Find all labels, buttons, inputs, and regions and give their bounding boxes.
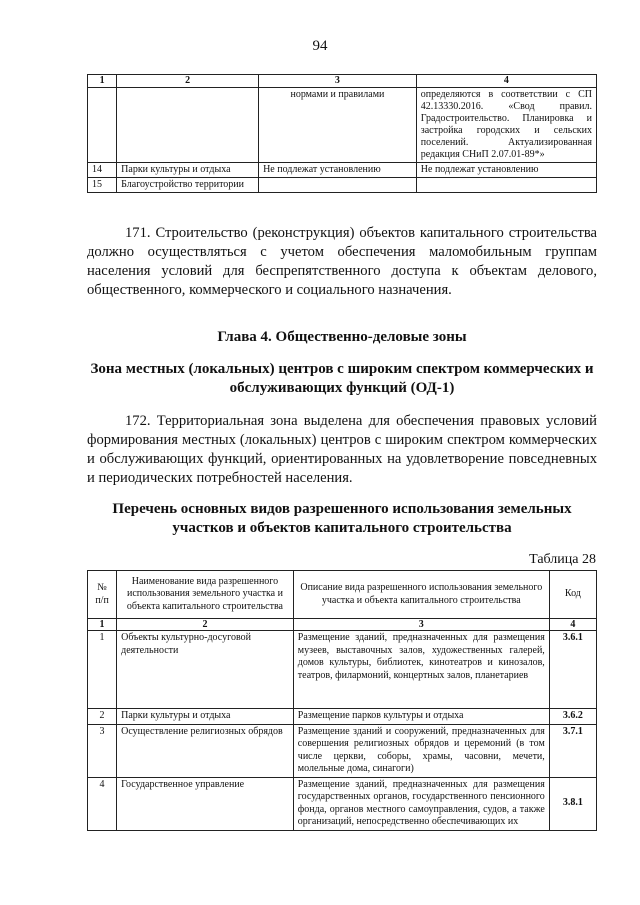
- row-description: Размещение зданий и сооружений, предназначенных для совершения религиозных обрядов и церемоний (в том числе церкви, соборы, храмы, часовни, мечети, молельные дома, синагоги): [293, 724, 549, 777]
- row-number: 2: [88, 709, 117, 725]
- continued-table: [87, 74, 597, 193]
- col-number: 1: [88, 619, 117, 631]
- table-cell: нормами и правилами: [259, 88, 417, 163]
- row-name: Объекты культурно-досуговой деятельности: [117, 631, 294, 709]
- table-row: [88, 178, 597, 193]
- col-number: 1: [88, 75, 117, 88]
- row-name: Государственное управление: [117, 777, 294, 830]
- row-number: 15: [88, 178, 117, 193]
- page-number: 94: [312, 38, 328, 54]
- row-name: Парки культуры и отдыха: [117, 163, 259, 178]
- col-number: 3: [259, 75, 417, 88]
- row-description: Размещение зданий, предназначенных для размещения государственных органов, государственного пенсионного фонда, органов местного самоуправления, судов, а также организаций, непосредственно обеспечивающих их: [293, 777, 549, 830]
- row-description: Размещение зданий, предназначенных для размещения музеев, выставочных залов, художественных галерей, домов культуры, библиотек, кинотеатров и кинозалов, театров, филармоний, концертных залов, планетариев: [293, 631, 549, 709]
- row-code: 3.7.1: [549, 724, 596, 777]
- table-cell: Не подлежат установлению: [416, 163, 596, 178]
- row-code: 3.6.2: [549, 709, 596, 725]
- table-label: Таблица 28: [529, 552, 596, 567]
- paragraph-171: 171. Строительство (реконструкция) объектов капитального строительства должно осуществляться с учетом обеспечения маломобильным группам населения условий для беспрепятственного доступа к объектам делового, общественного, коммерческого и социального назначения.: [87, 225, 597, 298]
- chapter-heading: Глава 4. Общественно-деловые зоны: [217, 329, 467, 345]
- table-cell: [416, 178, 596, 193]
- row-name: Осуществление религиозных обрядов: [117, 724, 294, 777]
- paragraph-172: 172. Территориальная зона выделена для обеспечения правовых условий формирования местных (локальных) центров с широким спектром коммерческих и обслуживающих функций, ориентированных на удовлетворение повседневных и периодических потребностей населения.: [87, 413, 597, 486]
- table-row: [88, 88, 597, 163]
- row-number: 14: [88, 163, 117, 178]
- col-number: 4: [416, 75, 596, 88]
- row-number: 1: [88, 631, 117, 709]
- table-cell: определяются в соответствии с СП 42.13330.2016. «Свод правил. Градостроительство. Планировка и застройка городских и сельских поселений. Актуализированная редакция СНиП 2.07.01-89*»: [416, 88, 596, 163]
- table-row: [88, 631, 597, 709]
- table-row: [88, 709, 597, 725]
- permitted-use-table: [87, 570, 597, 831]
- row-name: Парки культуры и отдыха: [117, 709, 294, 725]
- col-number: 2: [117, 75, 259, 88]
- header-number: № п/п: [88, 571, 117, 619]
- row-description: Размещение парков культуры и отдыха: [293, 709, 549, 725]
- row-code: 3.8.1: [549, 777, 596, 830]
- table-cell: [117, 88, 259, 163]
- table-header-row: [88, 571, 597, 619]
- table-row: [88, 163, 597, 178]
- row-number: 4: [88, 777, 117, 830]
- list-heading: Перечень основных видов разрешенного использования земельных участков и объектов капитального строительства: [112, 501, 572, 536]
- header-description: Описание вида разрешенного использования земельного участка и объекта капитального строительства: [293, 571, 549, 619]
- col-number: 4: [549, 619, 596, 631]
- table-header-row: [88, 75, 597, 88]
- zone-heading: Зона местных (локальных) центров с широким спектром коммерческих и обслуживающих функций (ОД-1): [90, 361, 594, 396]
- header-name: Наименование вида разрешенного использования земельного участка и объекта капитального строительства: [117, 571, 294, 619]
- col-number: 3: [293, 619, 549, 631]
- table-cell: Не подлежат установлению: [259, 163, 417, 178]
- table-row: [88, 724, 597, 777]
- row-code: 3.6.1: [549, 631, 596, 709]
- table-cell: [259, 178, 417, 193]
- table-row: [88, 777, 597, 830]
- row-number: 3: [88, 724, 117, 777]
- row-name: Благоустройство территории: [117, 178, 259, 193]
- header-code: Код: [549, 571, 596, 619]
- col-number: 2: [117, 619, 294, 631]
- table-cell: [88, 88, 117, 163]
- column-numbers-row: [88, 619, 597, 631]
